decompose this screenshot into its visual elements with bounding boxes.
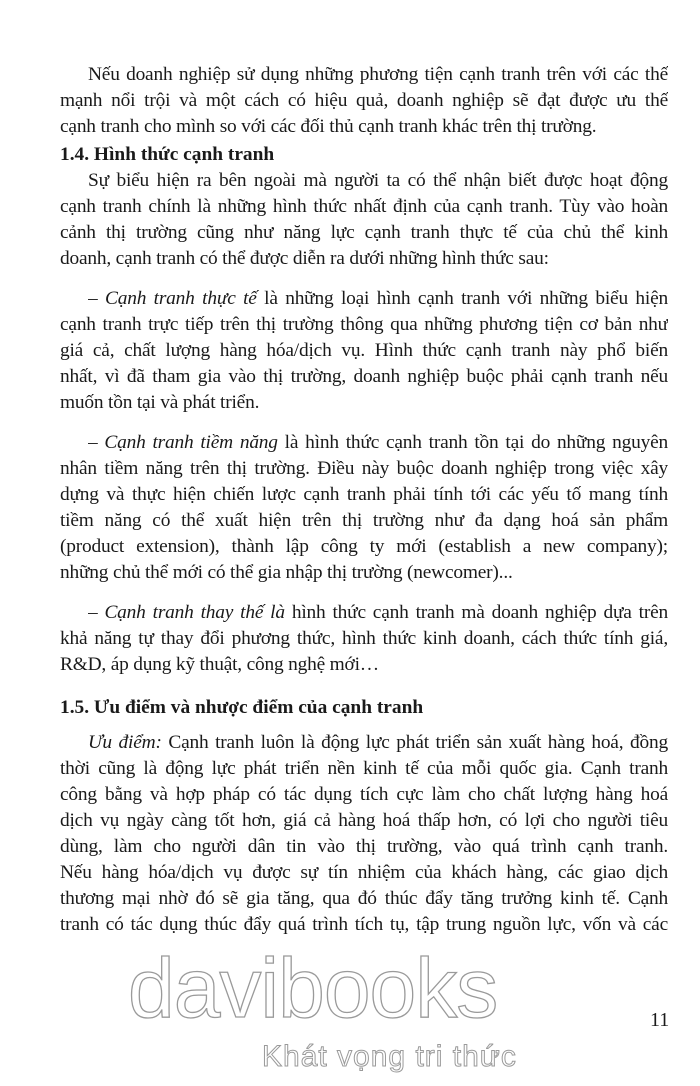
- line-text: Nếu doanh nghiệp sử dụng những phương tiện cạnh tranh trên với các thế: [88, 64, 668, 85]
- paragraph-line: [60, 508, 668, 534]
- italic-term: Ưu điểm:: [88, 732, 162, 753]
- italic-term: Cạnh tranh tiềm năng: [104, 432, 278, 453]
- paragraph-line: [60, 912, 668, 938]
- line-text: dịch vụ ngày càng tốt hơn, giá cả hàng hoá thấp hơn, có lợi cho người tiêu: [60, 810, 668, 831]
- paragraph-line: [60, 194, 668, 220]
- paragraph-line: [60, 246, 668, 272]
- paragraph-line: [60, 886, 668, 912]
- line-text: tiềm năng có thể xuất hiện trên thị trường như đa dạng hoá sản phẩm: [60, 510, 668, 531]
- line-text: Cạnh tranh luôn là động lực phát triển sản xuất hàng hoá, đồng: [161, 732, 668, 753]
- paragraph-line: [60, 114, 668, 140]
- bullet-dash: –: [88, 288, 105, 309]
- line-text: dựng và thực hiện chiến lược cạnh tranh phải tính tới các yếu tố mang tính: [60, 484, 668, 505]
- paragraph-line: [60, 88, 668, 114]
- line-text: cảnh thị trường cũng như năng lực cạnh tranh thực tế của chủ thể kinh: [60, 222, 668, 243]
- line-text: cạnh tranh trực tiếp trên thị trường thông qua những phương tiện cơ bản như: [60, 314, 668, 335]
- line-text: thương mại nhờ đó sẽ gia tăng, qua đó thúc đẩy tăng trưởng kinh tế. Cạnh: [60, 888, 668, 909]
- paragraph-line: [60, 338, 668, 364]
- paragraph-line: [88, 62, 668, 88]
- line-text: khả năng tự thay đổi phương thức, hình thức kinh doanh, cách thức tính giá,: [60, 628, 668, 649]
- bullet-dash: –: [88, 432, 105, 453]
- paragraph-line: [60, 756, 668, 782]
- line-text: những chủ thể mới có thể gia nhập thị trường (newcomer)...: [60, 562, 513, 583]
- paragraph-line: [60, 312, 668, 338]
- line-text: nhất, vì đã tham gia vào thị trường, doanh nghiệp buộc phải cạnh tranh nếu: [60, 366, 668, 387]
- paragraph-line: [88, 286, 668, 312]
- page-number: 11: [650, 1009, 670, 1031]
- line-text: thời cũng là động lực phát triển nền kinh tế của mỗi quốc gia. Cạnh tranh: [60, 758, 668, 779]
- paragraph-line: [60, 482, 668, 508]
- section-heading: 1.4. Hình thức cạnh tranh: [60, 144, 275, 165]
- paragraph-line: [60, 560, 668, 586]
- paragraph-line: [60, 456, 668, 482]
- paragraph-line: [60, 220, 668, 246]
- line-text: là hình thức cạnh tranh tồn tại do những nguyên: [277, 432, 668, 453]
- line-text: cạnh tranh cho mình so với các đối thủ cạnh tranh khác trên thị trường.: [60, 116, 597, 137]
- line-text: cạnh tranh chính là những hình thức nhất định của cạnh tranh. Tùy vào hoàn: [60, 196, 668, 217]
- line-text: (product extension), thành lập công ty mới (establish a new company);: [60, 536, 668, 557]
- line-text: công bằng và hợp pháp có tác dụng tích cực làm cho chất lượng hàng hoá: [60, 784, 668, 805]
- italic-term: Cạnh tranh thay thế là: [104, 602, 285, 623]
- line-text: dùng, làm cho người dân tin vào thị trường, vào quá trình cạnh tranh.: [60, 836, 668, 857]
- watermark-slogan: Khát vọng tri thức: [262, 1040, 517, 1073]
- line-text: là những loại hình cạnh tranh với những biểu hiện: [256, 288, 668, 309]
- line-text: R&D, áp dụng kỹ thuật, công nghệ mới…: [60, 654, 379, 675]
- italic-term: Cạnh tranh thực tế: [104, 288, 257, 309]
- paragraph-line: [60, 626, 668, 652]
- paragraph-line: [60, 782, 668, 808]
- paragraph-line: [60, 860, 668, 886]
- paragraph-line: [88, 168, 668, 194]
- line-text: muốn tồn tại và phát triển.: [60, 392, 260, 413]
- watermark-brand: davibooks: [128, 941, 498, 1035]
- paragraph-line: [60, 364, 668, 390]
- bullet-dash: –: [88, 602, 105, 623]
- line-text: mạnh nổi trội và một cách có hiệu quả, doanh nghiệp sẽ đạt được ưu thế: [60, 90, 668, 111]
- paragraph-line: [88, 430, 668, 456]
- paragraph-line: [60, 390, 668, 416]
- paragraph-line: [60, 808, 668, 834]
- paragraph-line: [60, 534, 668, 560]
- section-heading: 1.5. Ưu điểm và nhược điểm của cạnh tranh: [60, 697, 424, 718]
- line-text: tranh có tác dụng thúc đẩy quá trình tích tụ, tập trung nguồn lực, vốn và các: [60, 914, 668, 935]
- paragraph-line: [88, 730, 668, 756]
- line-text: giá cả, chất lượng hàng hóa/dịch vụ. Hình thức cạnh tranh này phổ biến: [60, 340, 668, 361]
- paragraph-line: [60, 834, 668, 860]
- line-text: nhân tiềm năng trên thị trường. Điều này buộc doanh nghiệp trong việc xây: [60, 458, 668, 479]
- line-text: Nếu hàng hóa/dịch vụ được sự tín nhiệm của khách hàng, các giao dịch: [60, 862, 668, 883]
- line-text: Sự biểu hiện ra bên ngoài mà người ta có thể nhận biết được hoạt động: [88, 170, 668, 191]
- line-text: hình thức cạnh tranh mà doanh nghiệp dựa trên: [284, 602, 668, 623]
- paragraph-line: [88, 600, 668, 626]
- paragraph-line: [60, 652, 668, 678]
- line-text: doanh, cạnh tranh có thể được diễn ra dưới những hình thức sau:: [60, 248, 549, 269]
